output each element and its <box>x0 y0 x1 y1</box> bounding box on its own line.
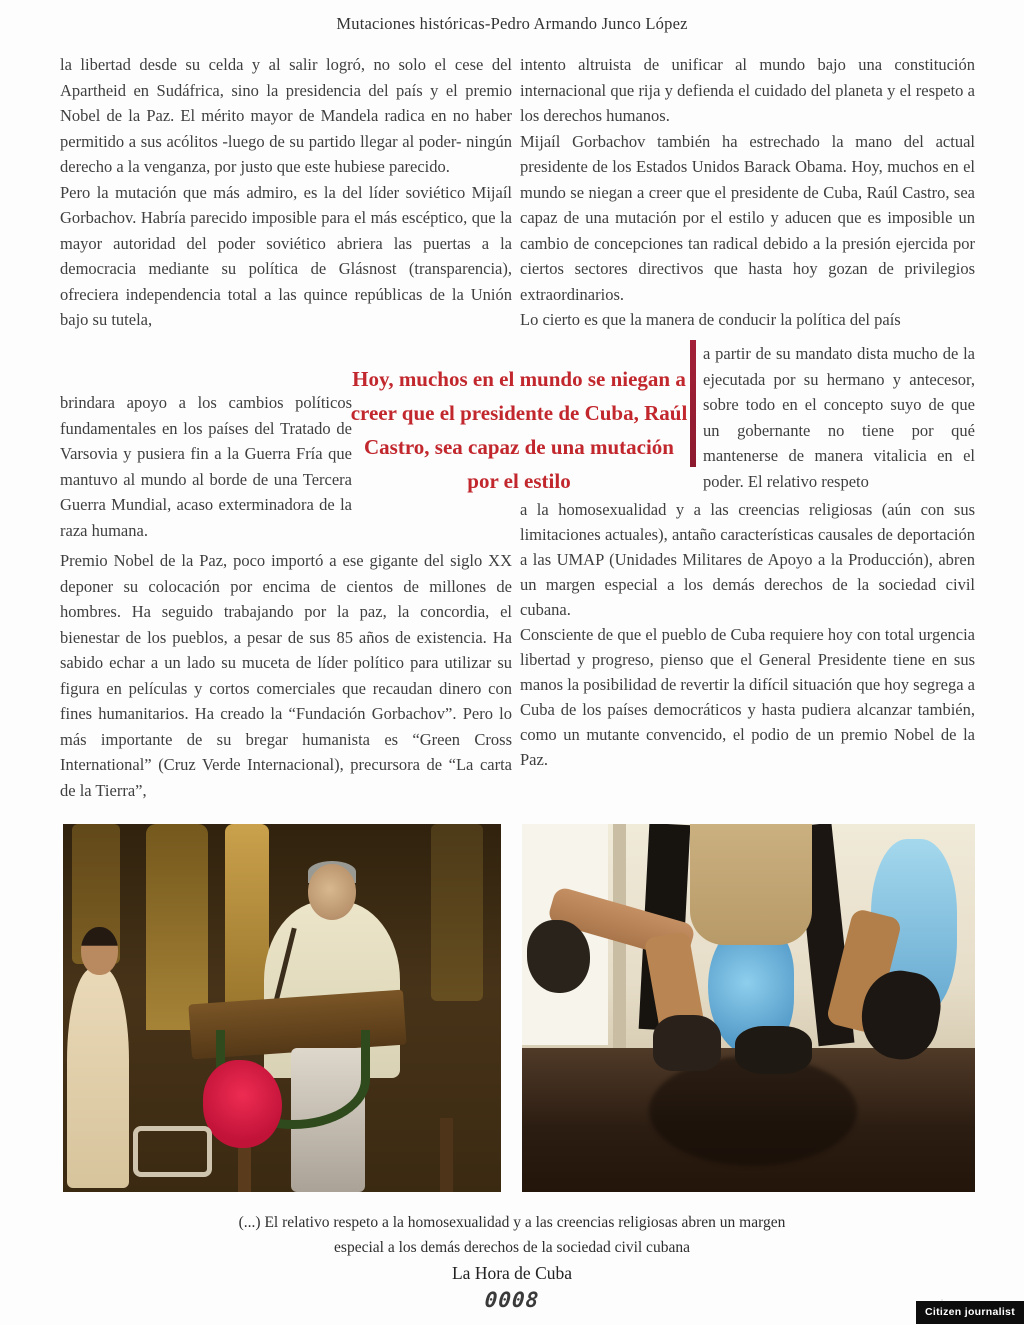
right-column-top <box>520 52 975 333</box>
left-column-narrow-wrap <box>60 390 352 543</box>
citizen-journalist-watermark: Citizen journalist <box>916 1301 1024 1324</box>
photo-caption: (...) El relativo respeto a la homosexualidad y a las creencias religiosas abren un margen especial a los demás derechos de la sociedad civil cubana <box>238 1214 786 1256</box>
page-header-title: Mutaciones históricas-Pedro Armando Junco López <box>336 14 688 33</box>
red-flowers <box>203 1060 282 1148</box>
pull-quote: Hoy, muchos en el mundo se niegan a creer que el presidente de Cuba, Raúl Castro, sea capaz de una mutación por el estilo <box>350 367 688 493</box>
black-boot <box>527 920 590 994</box>
page-number: 0008 <box>483 1288 541 1312</box>
publication-name: La Hora de Cuba <box>451 1263 573 1283</box>
left-column-top <box>60 52 512 333</box>
gold-column <box>146 824 207 1030</box>
paragraph: a la homosexualidad y a las creencias religiosas (aún con sus limitaciones actuales), antaño características causales de deportación a las UMAP (Unidades Militares de Apoyo a la Producción), abren un margen especial a los demás derechos de la sociedad civil cubana. <box>520 500 975 619</box>
pull-quote-divider-bar <box>690 340 696 467</box>
paragraph: brindara apoyo a los cambios políticos fundamentales en los países del Tratado de Varsovia y pusiera fin a la Guerra Fría que mantuvo al mundo al borde de una Tercera Guerra Mundial, acaso exterminadora de la raza humana. <box>60 393 352 540</box>
paragraph: Mijaíl Gorbachov también ha estrechado la mano del actual presidente de los Estados Unidos Barack Obama. Hoy, muchos en el mundo se niegan a creer que el presidente de Cuba, Raúl Castro, sea capaz de una mutación por el estilo y aducen que es imposible un cambio de concepciones tan radical debido a la presión ejercida por ciertos sectores directivos que hasta hoy gozan de privilegios extraordinarios. <box>520 131 975 304</box>
right-column-narrow-wrap <box>703 341 975 494</box>
altar-boy-figure <box>67 968 128 1189</box>
altar-boy-head <box>81 927 118 975</box>
chair-frame <box>133 1126 212 1178</box>
paragraph: intento altruista de unificar al mundo bajo una constitución internacional que rija y defienda el cuidado del planeta y el respeto a los derechos humanos. <box>520 55 975 125</box>
paragraph: Consciente de que el pueblo de Cuba requiere hoy con total urgencia libertad y progreso, pienso que el General Presidente tiene en sus manos la posibilidad de revertir la difícil situación que hoy segrega a Cuba de los países democráticos y hasta pudiera alcanzar también, como un mutante convencido, el podio de un premio Nobel de la Paz. <box>520 625 975 769</box>
right-column-bottom <box>520 497 975 772</box>
flower-stand <box>440 1118 453 1192</box>
black-boot <box>653 1015 721 1070</box>
priest-head <box>308 864 356 919</box>
paragraph: Lo cierto es que la manera de conducir la política del país <box>520 310 901 329</box>
paragraph: la libertad desde su celda y al salir logró, no solo el cese del Apartheid en Sudáfrica, sino la presidencia del país y el premio Nobel de la Paz. El mérito mayor de Mandela radica en no haber permitido a sus acólitos -luego de su partido llegar al poder- ningún derecho a la venganza, por justo que este hubiese parecido. <box>60 55 512 176</box>
paragraph: Premio Nobel de la Paz, poco importó a ese gigante del siglo XX deponer su colocación por encima de cientos de millones de hombres. Ha seguido trabajando por la paz, la concordia, el bienestar de los pueblos, a pesar de sus 85 años de existencia. Ha sabido echar a un lado su muceta de líder político para utilizar su figura en películas y cortos comerciales que recaudan dinero con fines humanitarios. Ha creado la “Fundación Gorbachov”. Pero lo más importante de su bregar humanista es “Green Cross International” (Cruz Verde Internacional), precursora de “La carta de la Tierra”, <box>60 551 512 800</box>
photo-church-ceremony <box>63 824 501 1192</box>
left-column-bottom <box>60 548 512 803</box>
khaki-shorts <box>690 824 812 945</box>
flower-stand <box>238 1140 251 1192</box>
paragraph: Pero la mutación que más admiro, es la del líder soviético Mijaíl Gorbachov. Habría parecido imposible para el más escéptico, que la mayor autoridad del poder soviético abriera las puertas a la democracia mediante su política de Glásnost (transparencia), ofreciera independencia total a las quince repúblicas de la Unión bajo su tutela, <box>60 182 512 329</box>
photo-legs-and-boots <box>522 824 975 1192</box>
black-boot <box>735 1026 812 1074</box>
paragraph: a partir de su mandato dista mucho de la ejecutada por su hermano y antecesor, sobre todo en el concepto suyo de que un gobernante no tiene por qué mantenerse de manera vitalicia en el poder. El relativo respeto <box>703 344 975 491</box>
gold-column <box>431 824 484 1001</box>
